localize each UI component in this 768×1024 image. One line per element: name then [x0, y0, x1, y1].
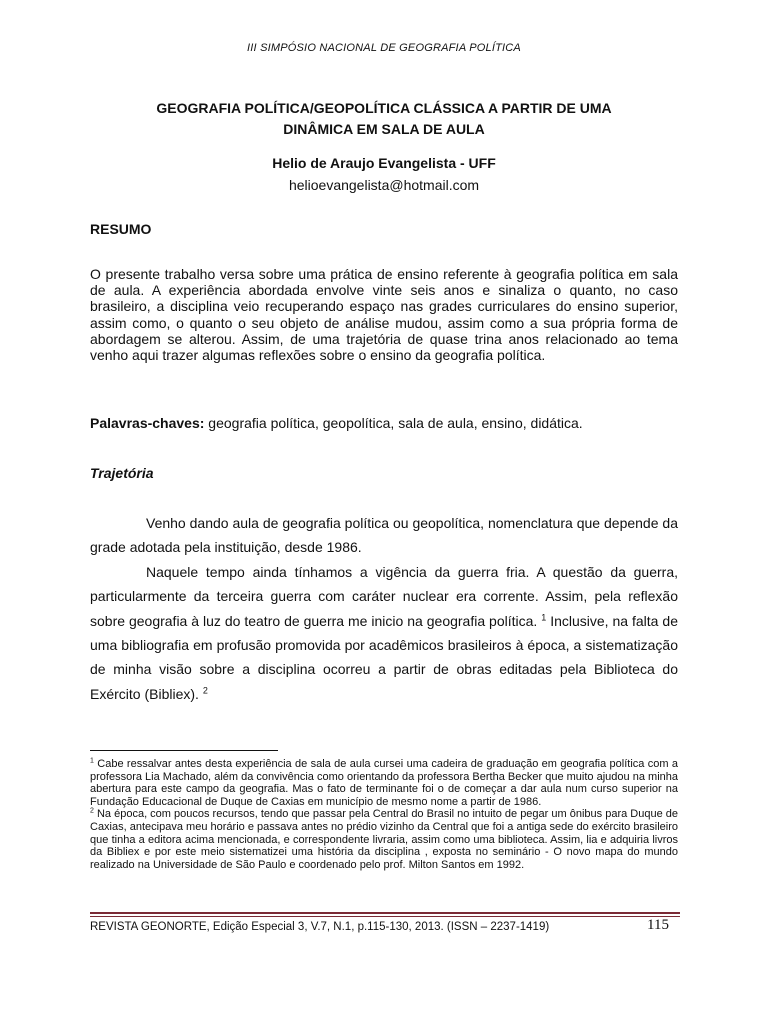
body-paragraph-1: Venho dando aula de geografia política ou geopolítica, nomenclatura que depende da grade adotada pela instituição, desde 1986.: [90, 515, 678, 556]
paper-title-line-1: GEOGRAFIA POLÍTICA/GEOPOLÍTICA CLÁSSICA A PARTIR DE UMA: [156, 100, 612, 116]
author-email: helioevangelista@hotmail.com: [288, 177, 480, 193]
body-paragraph-2-part-a: Naquele tempo ainda tínhamos a vigência da guerra fria. A questão da guerra, particularmente da terceira guerra com caráter nuclear era corrente. Assim, pela reflexão sobre geografia à luz do teatro de guerra me inicio na geografia política.: [90, 563, 678, 629]
keywords-list: geografia política, geopolítica, sala de aula, ensino, didática.: [204, 415, 583, 431]
keywords-label: Palavras-chaves:: [90, 415, 205, 431]
footnote-2: [90, 808, 678, 871]
footnotes: [90, 758, 678, 871]
abstract-heading: RESUMO: [90, 221, 152, 237]
footnote-ref-1[interactable]: 1: [541, 611, 547, 622]
body-paragraph-2-part-b: Inclusive, na falta de uma bibliografia em profusão promovida por acadêmicos brasileiros à época, a sistematização de minha visão sobre a disciplina ocorreu a partir de obras editadas pela Biblioteca do Exército (Bibliex).: [90, 612, 678, 702]
footer-rule-thin: [90, 916, 680, 917]
page-number: 115: [647, 917, 669, 933]
paper-title: [90, 98, 678, 140]
footnote-text-2: Na época, com poucos recursos, tendo que passar pela Central do Brasil no intuito de pegar um ônibus para Duque de Caxias, antecipava meu horário e passava antes no prédio vizinho da Central que foi a antiga sede do exército brasileiro que tinha a editora acima mencionada, e correspondente livraria, assim como uma biblioteca. Assim, lia e adquiria livros da Bibliex e por este meio sistematizei uma história da disciplina , exposta no seminário - O novo mapa do mundo realizado na Universidade de São Paulo e coordenado pelo prof. Milton Santos em 1992.: [90, 808, 678, 871]
footnote-text-1: Cabe ressalvar antes desta experiência de sala de aula cursei uma cadeira de graduação em geografia política com a professora Lia Machado, além da convivência como orientando da professora Bertha Becker que muito ajudou na minha abertura para este campo da geografia. Mas o fato de terminante foi o de começar a dar aula num curso superior na Fundação Educacional de Duque de Caxias em município de mesmo nome a partir de 1986.: [90, 758, 678, 808]
running-head: III SIMPÓSIO NACIONAL DE GEOGRAFIA POLÍTICA: [247, 42, 521, 54]
section-heading: Trajetória: [90, 465, 154, 481]
keywords: [90, 415, 678, 431]
footnote-mark-1: 1: [90, 757, 94, 765]
footnote-mark-2: 2: [90, 807, 94, 815]
abstract-text: O presente trabalho versa sobre uma prática de ensino referente à geografia política em sala de aula. A experiência abordada envolve vinte seis anos e sinaliza o quanto, no caso brasileiro, a disciplina veio recuperando espaço nas grades curriculares do ensino superior, assim como, o quanto o seu objeto de análise mudou, assim como a sua própria forma de abordagem se alterou. Assim, de uma trajetória de quase trina anos relacionado ao tema venho aqui trazer algumas reflexões sobre o ensino da geografia política.: [90, 266, 678, 364]
body-text: [90, 511, 678, 706]
footnote-ref-2[interactable]: 2: [202, 685, 208, 696]
footer-journal-citation: REVISTA GEONORTE, Edição Especial 3, V.7, N.1, p.115-130, 2013. (ISSN – 2237-1419): [90, 921, 550, 933]
footnote-1: [90, 758, 678, 808]
paper-title-line-2: DINÂMICA EM SALA DE AULA: [283, 121, 485, 137]
footer-rule-thick: [90, 912, 680, 914]
body-paragraph-2: [90, 560, 678, 706]
author-name: Helio de Araujo Evangelista - UFF: [272, 155, 496, 171]
footnote-divider: [90, 750, 278, 751]
